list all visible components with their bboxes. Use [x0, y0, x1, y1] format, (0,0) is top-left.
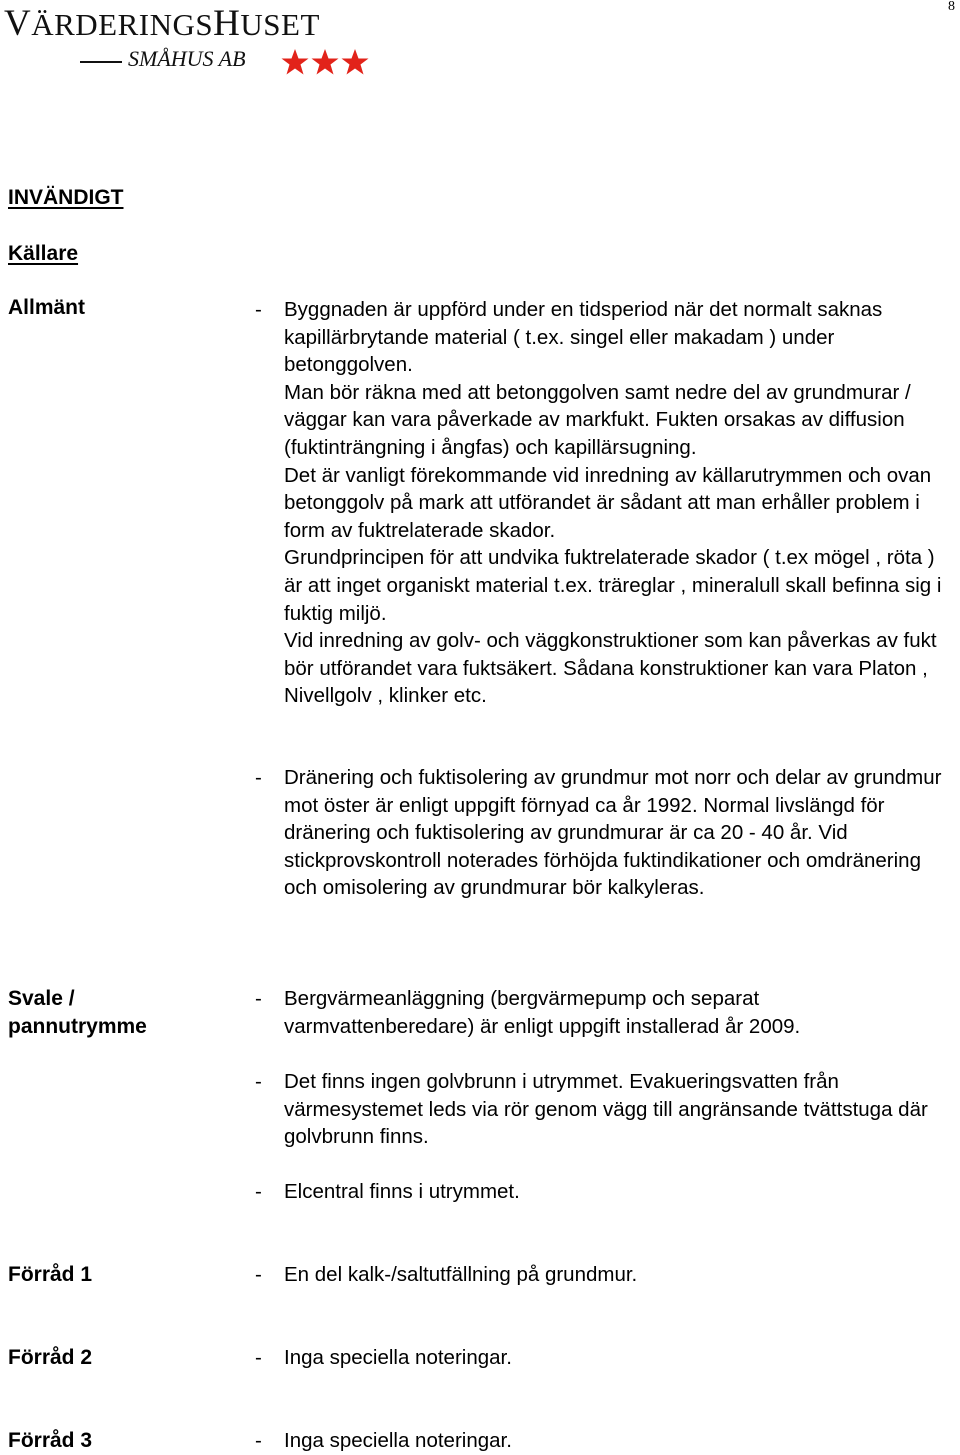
section-label-forrad-3: Förråd 3 [8, 1429, 93, 1452]
item-text: Vid inredning av golv- och väggkonstruktioner som kan påverkas av fukt bör utförandet vara fuktsäkert. Sådana konstruktioner kan vara Platon , Nivellgolv , klinker etc. [284, 629, 937, 708]
item-text: Bergvärmeanläggning (bergvärmepump och separat varmvattenberedare) är enligt uppgift installerad år 2009. [284, 987, 801, 1038]
item-text: Grundprincipen för att undvika fuktrelaterade skador ( t.ex mögel , röta ) är att inget organiskt material t.ex. träreglar , mineralull skall befinna sig i fuktig miljö. [284, 546, 942, 625]
section-label-svale [8, 985, 147, 1041]
star-icon [282, 49, 309, 75]
list-item [255, 1344, 945, 1372]
bullet-dash: - [255, 766, 262, 789]
item-text: Det är vanligt förekommande vid inredning av källarutrymmen och ovan betonggolv på mark att utförandet är sådant att man erhåller problem i form av fuktrelaterade skador. [284, 463, 932, 542]
label-line: pannutrymme [8, 1015, 147, 1038]
item-text: Man bör räkna med att betonggolven samt nedre del av grundmurar / väggar kan vara påverkade av markfukt. Fukten orsakas av diffusion (fuktinträngning i ångfas) och kapillärsugning. [284, 380, 911, 459]
company-logo [4, 4, 374, 78]
logo-subtitle: SMÅHUS AB [128, 46, 246, 71]
item-text: Inga speciella noteringar. [284, 1346, 512, 1369]
list-item [255, 1068, 945, 1151]
section-label-allmant: Allmänt [8, 296, 86, 319]
bullet-dash: - [255, 1429, 262, 1452]
bullet-dash: - [255, 1346, 262, 1369]
list-item [255, 1178, 945, 1206]
bullet-dash: - [255, 1263, 262, 1286]
bullet-dash: - [255, 1070, 262, 1093]
main-heading: INVÄNDIGT [8, 186, 124, 209]
bullet-dash: - [255, 1180, 262, 1203]
item-text: Dränering och fuktisolering av grundmur mot norr och delar av grundmur mot öster är enligt uppgift förnyad ca år 1992. Normal livslängd för dränering och fuktisolering av grundmurar är ca 20 - 40 år. Vid stickprovskontroll noterades förhöjda fuktindikationer och omdränering och omisolering av grundmurar bör kalkyleras. [284, 766, 942, 900]
star-icon [312, 49, 339, 75]
item-text: Det finns ingen golvbrunn i utrymmet. Evakueringsvatten från värmesystemet leds via rör genom vägg till angränsande tvättstuga där golvbrunn finns. [284, 1070, 928, 1149]
list-item [255, 1261, 945, 1289]
list-item [255, 764, 945, 902]
label-line: Svale / [8, 987, 75, 1010]
item-text: En del kalk-/saltutfällning på grundmur. [284, 1263, 638, 1286]
list-item [255, 296, 945, 710]
page-number: 8 [948, 0, 955, 14]
list-item [255, 985, 945, 1040]
sub-heading: Källare [8, 242, 79, 265]
logo-rule [80, 61, 122, 63]
logo-stars-icon [280, 48, 372, 78]
list-item [255, 1427, 945, 1455]
item-text: Elcentral finns i utrymmet. [284, 1180, 520, 1203]
bullet-dash: - [255, 298, 262, 321]
item-text: Inga speciella noteringar. [284, 1429, 512, 1452]
section-label-forrad-1: Förråd 1 [8, 1263, 93, 1286]
section-label-forrad-2: Förråd 2 [8, 1346, 93, 1369]
logo-wordmark: VÄRDERINGSHUSET [4, 3, 320, 44]
item-text: Byggnaden är uppförd under en tidsperiod när det normalt saknas kapillärbrytande material ( t.ex. singel eller makadam ) under betonggolven. [284, 298, 883, 377]
bullet-dash: - [255, 987, 262, 1010]
star-icon [342, 49, 369, 75]
